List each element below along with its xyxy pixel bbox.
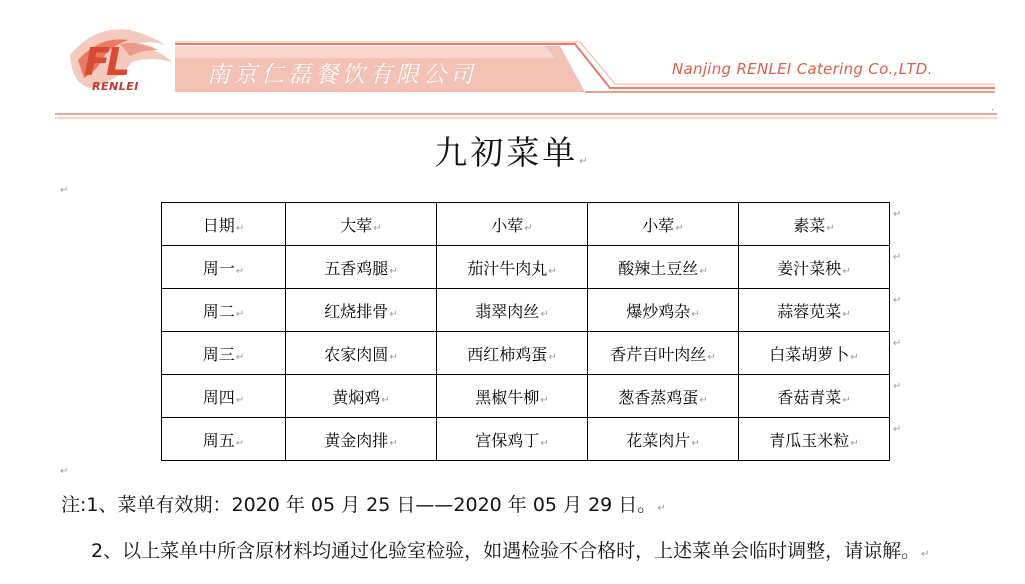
table-cell: 葱香蒸鸡蛋↵ <box>588 375 739 418</box>
logo-letters: FL <box>84 40 127 84</box>
paragraph-mark-icon: ↵ <box>60 466 69 477</box>
table-cell: 农家肉圆↵ <box>286 332 437 375</box>
table-row <box>162 332 890 375</box>
table-row <box>162 375 890 418</box>
row-end-mark-icon: ↵ <box>893 209 902 220</box>
row-end-mark-icon: ↵ <box>893 381 902 392</box>
table-row <box>162 289 890 332</box>
table-cell: 周四↵ <box>162 375 286 418</box>
table-cell: 黄金肉排↵ <box>286 418 437 461</box>
header-dot: . <box>991 103 994 112</box>
menu-title <box>0 127 1025 174</box>
table-cell: 白菜胡萝卜↵ <box>739 332 890 375</box>
table-cell: 周五↵ <box>162 418 286 461</box>
paragraph-mark-icon: ↵ <box>60 185 69 196</box>
table-cell: 西红柿鸡蛋↵ <box>437 332 588 375</box>
table-cell: 香菇青菜↵ <box>739 375 890 418</box>
table-cell: 蒜蓉苋菜↵ <box>739 289 890 332</box>
header-cell: 素菜↵ <box>739 203 890 246</box>
table-header-row <box>162 203 890 246</box>
table-row <box>162 246 890 289</box>
company-name-en: Nanjing RENLEI Catering Co.,LTD. <box>672 60 933 78</box>
row-end-mark-icon: ↵ <box>893 252 902 263</box>
note-adjustment: 2、以上菜单中所含原材料均通过化验室检验，如遇检验不合格时，上述菜单会临时调整，请谅解。↵ <box>91 540 930 562</box>
row-end-mark-icon: ↵ <box>893 338 902 349</box>
table-cell: 五香鸡腿↵ <box>286 246 437 289</box>
company-name-cn: 南京仁磊餐饮有限公司 <box>207 62 477 88</box>
table-cell: 宫保鸡丁↵ <box>437 418 588 461</box>
paragraph-mark-icon: ↵ <box>579 156 591 167</box>
row-end-mark-icon: ↵ <box>893 295 902 306</box>
table-cell: 黄焖鸡↵ <box>286 375 437 418</box>
table-cell: 花菜肉片↵ <box>588 418 739 461</box>
row-end-mark-icon: ↵ <box>893 424 902 435</box>
table-cell: 翡翠肉丝↵ <box>437 289 588 332</box>
table-row <box>162 418 890 461</box>
header-cell: 小荤↵ <box>588 203 739 246</box>
header-cell: 日期↵ <box>162 203 286 246</box>
header-banner <box>0 0 1025 125</box>
note-validity: 注:1、菜单有效期：2020 年 05 月 25 日——2020 年 05 月 29 日。↵ <box>61 494 666 516</box>
table-cell: 酸辣土豆丝↵ <box>588 246 739 289</box>
logo-text: RENLEI <box>92 80 139 93</box>
table-cell: 姜汁菜秧↵ <box>739 246 890 289</box>
header-cell: 大荤↵ <box>286 203 437 246</box>
table-cell: 黑椒牛柳↵ <box>437 375 588 418</box>
menu-title-text: 九初菜单 <box>434 133 579 172</box>
table-cell: 周二↵ <box>162 289 286 332</box>
table-cell: 周三↵ <box>162 332 286 375</box>
table-cell: 香芹百叶肉丝↵ <box>588 332 739 375</box>
header-cell: 小荤↵ <box>437 203 588 246</box>
menu-table <box>161 202 890 461</box>
table-cell: 爆炒鸡杂↵ <box>588 289 739 332</box>
table-cell: 茄汁牛肉丸↵ <box>437 246 588 289</box>
table-cell: 周一↵ <box>162 246 286 289</box>
table-cell: 青瓜玉米粒↵ <box>739 418 890 461</box>
table-cell: 红烧排骨↵ <box>286 289 437 332</box>
